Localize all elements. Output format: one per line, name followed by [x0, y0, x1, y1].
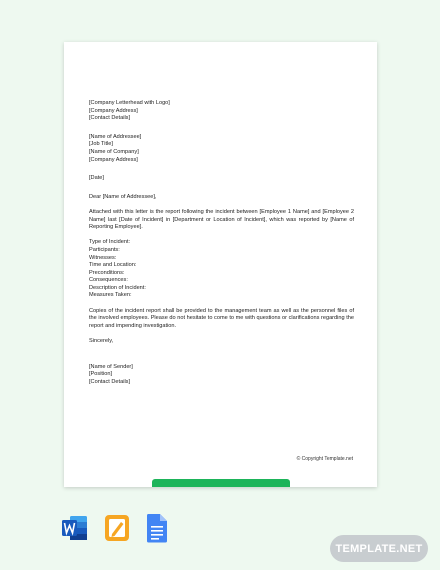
- closing-paragraph: Copies of the incident report shall be provided to the management team as well as the personnel files of the involved employees. Please do not hesitate to come to me with questions or clarifications regarding the report and impending investigation.: [89, 307, 354, 329]
- salutation: Dear [Name of Addressee],: [89, 193, 157, 200]
- field-witnesses: Witnesses:: [89, 254, 117, 261]
- field-consequences: Consequences:: [89, 277, 128, 284]
- field-type: Type of Incident:: [89, 239, 131, 246]
- addressee-company: [Name of Company]: [89, 148, 139, 155]
- pages-icon[interactable]: [104, 513, 130, 548]
- letter-body: [89, 100, 354, 394]
- field-description: Description of Incident:: [89, 284, 146, 291]
- addressee-block: [89, 134, 354, 164]
- sender-header: [89, 100, 354, 123]
- field-time-location: Time and Location:: [89, 262, 137, 269]
- letter-date: [Date]: [89, 175, 104, 182]
- sender-contact: [Contact Details]: [89, 378, 131, 385]
- addressee-name: [Name of Addressee]: [89, 133, 142, 140]
- brand-badge[interactable]: TEMPLATE.NET: [330, 535, 428, 562]
- letterhead-line: [Company Letterhead with Logo]: [89, 100, 170, 106]
- letter-paper: [64, 42, 377, 487]
- contact-details-line: [Contact Details]: [89, 115, 131, 122]
- sender-position: [Position]: [89, 371, 113, 378]
- intro-paragraph: Attached with this letter is the report following the incident between [Employee 1 Name] and [Employee 2 Name] last [Date of Incident] in [Department or Location of Incident], which was reported by [Name of Reporting Employee].: [89, 208, 354, 231]
- addressee-address: [Company Address]: [89, 156, 138, 163]
- incident-fields: [89, 239, 354, 300]
- company-address-line: [Company Address]: [89, 107, 138, 114]
- sender-name: [Name of Sender]: [89, 363, 133, 370]
- copyright-note: © Copyright Template.net: [296, 456, 353, 462]
- download-bar[interactable]: [152, 479, 290, 487]
- signature-block: [89, 364, 354, 387]
- google-docs-icon[interactable]: [146, 513, 168, 548]
- word-icon[interactable]: [62, 513, 88, 548]
- signoff: Sincerely,: [89, 338, 114, 345]
- field-measures: Measures Taken:: [89, 292, 132, 299]
- addressee-title: [Job Title]: [89, 141, 113, 148]
- field-participants: Participants:: [89, 246, 120, 253]
- field-preconditions: Preconditions:: [89, 269, 125, 276]
